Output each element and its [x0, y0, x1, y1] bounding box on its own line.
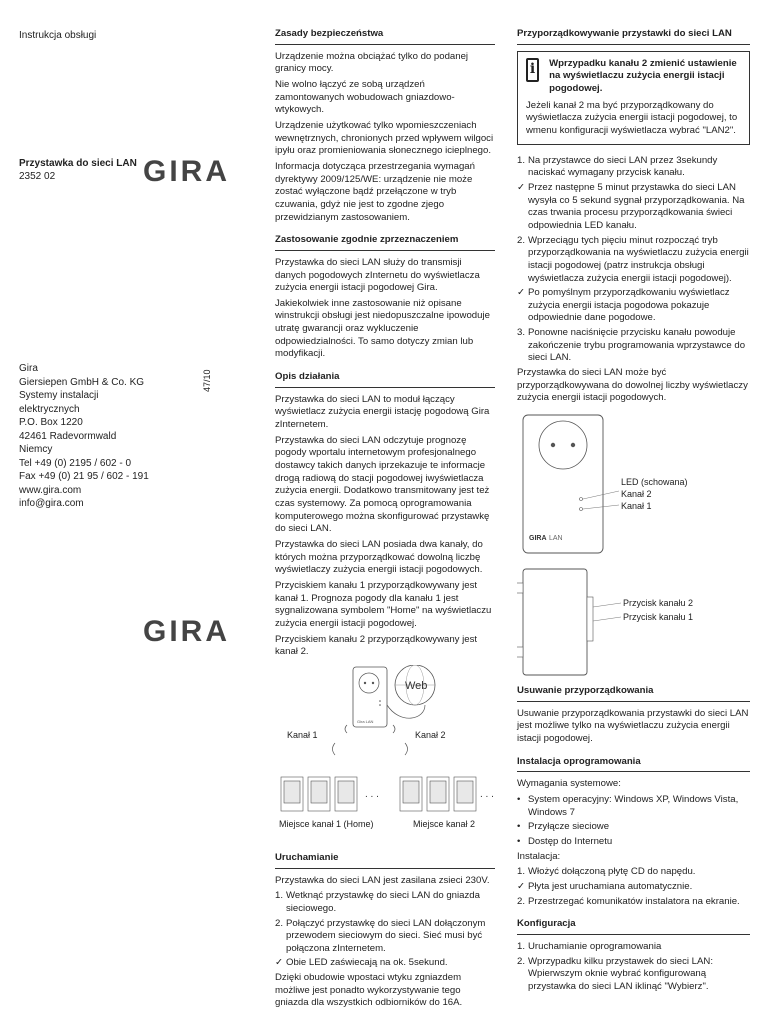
list-text: Po pomyślnym przyporządkowaniu wyświetlacz zużycia energii istacja pogodowa pokazuje odpowiednie dane pogodowe.: [528, 287, 730, 324]
diagram-web-label: Web: [405, 679, 428, 692]
list-text: Na przystawce do sieci LAN przez 3sekundy naciskać wymagany przycisk kanału.: [528, 154, 718, 179]
list-marker: 3.: [517, 327, 526, 339]
list-text: Uruchamianie oprogramowania: [528, 940, 662, 952]
remove-text: Usuwanie przyporządkowania przystawki do sieci LAN jest możliwe tylko na wyświetlaczu zużycia energii istacji pogodowej.: [517, 707, 749, 745]
address-line: P.O. Box 1220: [19, 417, 83, 428]
list-marker: 1.: [517, 866, 526, 878]
section-title-safety: Zasady bezpieczeństwa: [275, 28, 495, 45]
address-line: 42461 Radevormwald: [19, 430, 117, 442]
list-item: [517, 896, 750, 909]
safety-text: Informacja dotycząca przestrzegania wymagań dyrektywy 2009/125/WE: urządzenie nie może zostać wyłączone bądź przełączone w tryb czuwania, gdyż nie jest to zgodne zjego przewidzianym zastosowaniem.: [275, 160, 475, 223]
bullet-icon: •: [517, 794, 521, 805]
list-item: [517, 941, 750, 954]
address-line: Systemy instalacji: [19, 390, 99, 401]
section-title-install: Instalacja oprogramowania: [517, 756, 750, 773]
section-title-startup: Uruchamianie: [275, 852, 495, 869]
info-text: Jeżeli kanał 2 ma być przyporządkowany do wyświetlacza zużycia energii istacji pogodowej, to wmenu konfiguracji wyświetlacza wybrać "LAN2".: [526, 99, 738, 136]
list-item: [517, 794, 750, 819]
list-item: [275, 890, 495, 915]
bullet-icon: •: [517, 835, 521, 847]
list-item: [517, 881, 750, 894]
info-icon: i: [526, 58, 539, 82]
function-text: Przyciskiem kanału 2 przyporządkowywany jest kanał 2.: [275, 633, 478, 658]
diagram-place2: Miejsce kanał 2: [413, 818, 476, 829]
brand-logo-top: GIRA: [143, 155, 230, 188]
list-text: Płyta jest uruchamiana automatycznie.: [528, 880, 693, 892]
section-title-remove: Usuwanie przyporządkowania: [517, 685, 750, 702]
list-item: [275, 957, 495, 970]
address-line: Tel +49 (0) 2195 / 602 - 0: [19, 457, 132, 469]
install-inst: Instalacja:: [517, 850, 561, 862]
function-text: Przystawka do sieci LAN posiada dwa kanały, do których można przyporządkować dowolną liczbę wyświetlaczy zużycia energii istacji pogodowych.: [275, 538, 483, 576]
safety-text: Urządzenie użytkować tylko wpomieszczeniach wewnętrznych, chronionych przed wpływem wilgoci ipyłu oraz promieniowania słonecznego icieplnego.: [275, 119, 494, 157]
list-marker: 1.: [517, 154, 526, 166]
column-2: [275, 28, 495, 1013]
fig-brand: GIRA: [529, 535, 547, 543]
btn-kanal2: Przycisk kanału 2: [623, 598, 694, 609]
startup-intro: Przystawka do sieci LAN jest zasilana zsieci 230V.: [275, 874, 490, 886]
list-item: [517, 821, 750, 834]
address-line: Fax +49 (0) 21 95 / 602 - 191: [19, 471, 149, 482]
list-marker: 2.: [517, 234, 526, 246]
list-item: [517, 956, 750, 994]
list-text: Ponowne naciśnięcie przycisku kanału powoduje zakończenie trybu programowania wprzystawce do sieci LAN.: [528, 327, 746, 364]
diagram-device-label: Gira LAN: [357, 718, 374, 724]
list-marker: 2.: [517, 955, 526, 967]
function-text: Przystawka do sieci LAN to moduł łączący wyświetlacz zużycia energii istację pogodową Gira zInternetem.: [275, 393, 490, 431]
assign-outro: Przystawka do sieci LAN może być przyporządkowywana do dowolnej liczby wyświetlaczy zużycia energii istacji pogodowych.: [517, 367, 748, 404]
list-text: Dostęp do Internetu: [528, 835, 613, 847]
list-item: [517, 155, 750, 180]
led-kanal2: Kanał 2: [621, 489, 652, 500]
product-code: 2352 02: [19, 171, 56, 182]
list-text: Obie LED zaświecają na ok. 5sekund.: [286, 957, 448, 969]
section-title-function: Opis działania: [275, 371, 495, 388]
list-text: Przestrzegać komunikatów instalatora na ekranie.: [528, 895, 740, 907]
safety-text: Urządzenie można obciążać tylko do podanej granicy mocy.: [275, 50, 469, 75]
diagram-place1: Miejsce kanał 1 (Home): [279, 818, 374, 829]
btn-kanal1: Przycisk kanału 1: [623, 612, 694, 623]
check-icon: ✓: [517, 181, 526, 193]
led-kanal1: Kanał 1: [621, 501, 652, 512]
intended-text: Jakiekolwiek inne zastosowanie niż opisane winstrukcji obsługi jest niedopuszczalne ipowoduje utratę gwarancji oraz wykluczenie odpowiedzialności. To samo dotyczy zmian lub modyfikacji.: [275, 297, 490, 360]
led-title: LED (schowana): [621, 477, 688, 488]
check-icon: ✓: [517, 880, 526, 892]
install-req: Wymagania systemowe:: [517, 778, 621, 790]
list-text: Połączyć przystawkę do sieci LAN dołączonym przewodem sieciowym do sieci. Sieć musi być połączona zInternetem.: [286, 917, 486, 954]
list-marker: 1.: [275, 890, 284, 902]
section-title-assign: Przyporządkowywanie przystawki do sieci LAN: [517, 28, 750, 45]
function-text: Przystawka do sieci LAN odczytuje prognozę pogody wportalu internetowym profesjonalnego dostawcy takich danych iprzekazuje te informacje drogą radiową do stacji pogodowej iwyświetlacza zużycia energii. Dodatkowo transmitowany jest też czas systemowy. Za pomocą oprogramowania komputerowego można skonfigurować przystawkę do sieci LAN.: [275, 434, 490, 535]
column-3: [517, 28, 750, 996]
list-text: Wprzypadku kilku przystawek do sieci LAN: Wpierwszym oknie wybrać konfigurowaną przystawka do sieci LAN iklinąć "Wybierz".: [528, 955, 714, 992]
list-marker: 2.: [517, 895, 526, 907]
list-item: [517, 287, 750, 325]
address-line: Niemcy: [19, 444, 53, 455]
cover-column: [19, 0, 244, 994]
startup-outro: Dzięki obudowie wpostaci wtyku zgniazdem możliwe jest ponadto wykorzystywanie tego gniazda dla wszystkich odbiorników do 16A.: [275, 972, 463, 1009]
diagram-kanal2: Kanał 2: [415, 729, 446, 740]
check-icon: ✓: [517, 287, 526, 299]
list-marker: 1.: [517, 940, 526, 952]
doc-header: Instrukcja obsługi: [19, 30, 97, 41]
list-item: [275, 918, 495, 956]
list-text: Przyłącze sieciowe: [528, 821, 610, 833]
diagram-dots: . . .: [480, 788, 494, 800]
brand-logo-bottom: GIRA: [143, 615, 230, 648]
system-diagram: [275, 665, 500, 850]
fig-lan: LAN: [549, 535, 563, 543]
intended-text: Przystawka do sieci LAN służy do transmisji danych pogodowych zInternetu do wyświetlacza zużycia energii istacji pogodowej Gira.: [275, 256, 480, 294]
list-text: Przez następne 5 minut przystawka do sieci LAN wysyła co 5 sekund sygnał przyporządkowania. Na czas trwania procesu przyporządkowania świeci odpowiednia LED kanału.: [528, 181, 745, 231]
list-marker: 2.: [275, 917, 284, 929]
list-item: [517, 866, 750, 879]
section-title-config: Konfiguracja: [517, 918, 750, 935]
address-line: Giersiepen GmbH & Co. KG: [19, 376, 145, 388]
product-name: Przystawka do sieci LAN: [19, 158, 137, 169]
address-line: Gira: [19, 363, 38, 374]
list-text: Wprzeciągu tych pięciu minut rozpocząć tryb przyporządkowania na wyświetlaczu zużycia energii istacji pogodowej (patrz instrukcja obsługi wyświetlacza zużycia energii istacji pogodowej).: [528, 234, 749, 284]
address-block: [19, 362, 149, 511]
section-title-intended-use: Zastosowanie zgodnie zprzeznaczeniem: [275, 234, 495, 251]
diagram-dots: . . .: [365, 788, 379, 800]
diagram-kanal1: Kanał 1: [287, 729, 318, 740]
list-text: Wetknąć przystawkę do sieci LAN do gniazda sieciowego.: [286, 890, 480, 914]
list-item: [517, 182, 750, 233]
list-item: [517, 836, 750, 849]
list-text: Włożyć dołączoną płytę CD do napędu.: [528, 866, 696, 878]
bullet-icon: •: [517, 821, 521, 833]
device-figure: [517, 409, 750, 679]
check-icon: ✓: [275, 957, 284, 969]
address-line: www.gira.com: [19, 484, 82, 496]
info-bold: Wprzypadku kanału 2 zmienić ustawienie na wyświetlaczu zużycia energii istacji pogodowej.: [549, 57, 737, 94]
info-box: [517, 51, 750, 145]
function-text: Przyciskiem kanału 1 przyporządkowywany jest kanał 1. Prognoza pogody dla kanału 1 jest sygnalizowana symbolem "Home" na wyświetlaczu zużycia energii istacji pogodowej.: [275, 579, 492, 629]
safety-text: Nie wolno łączyć ze sobą urządzeń zamontowanych wobudowach gniazdowo-wtykowych.: [275, 78, 455, 116]
address-line: elektrycznych: [19, 403, 80, 415]
address-line: info@gira.com: [19, 498, 84, 509]
list-text: System operacyjny: Windows XP, Windows Vista, Windows 7: [528, 794, 739, 818]
date-code: 47/10: [202, 369, 212, 392]
list-item: [517, 235, 750, 286]
list-item: [517, 327, 750, 365]
